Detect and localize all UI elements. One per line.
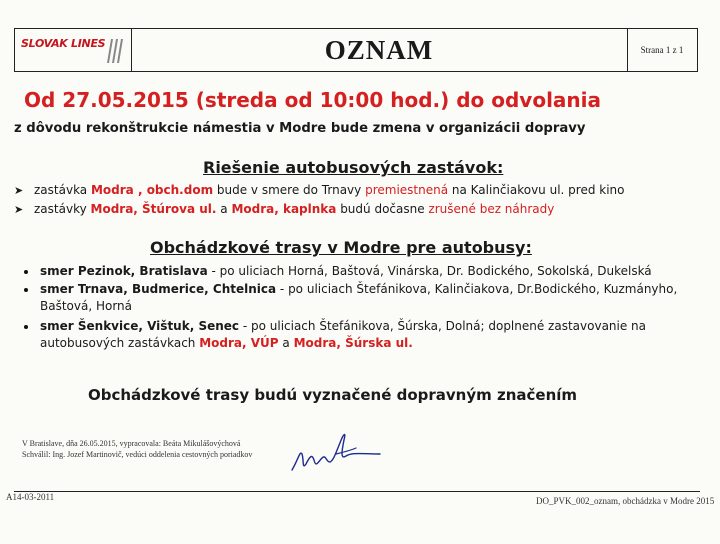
stop-change-item: ➤ zastávka Modra , obch.dom bude v smere do Trnavy premiestnená na Kalinčiakovu ul. pred kino xyxy=(14,183,625,197)
document-code: A14-03-2011 xyxy=(6,492,55,502)
validity-date-line: Od 27.05.2015 (streda od 10:00 hod.) do odvolania xyxy=(24,88,602,112)
footer-divider xyxy=(14,491,700,492)
bullet-icon xyxy=(24,270,28,274)
stop-status: zrušené bez náhrady xyxy=(428,202,555,216)
title-cell xyxy=(131,29,628,71)
route-item: smer Šenkvice, Vištuk, Senec - po uliciach Štefánikova, Šúrska, Dolná; doplnené zastavovanie na autobusových zastávkach Modra, VÚP a Modra, Šúrska ul. xyxy=(40,318,720,352)
logo-cell xyxy=(15,29,132,71)
prepared-by: V Bratislave, dňa 26.05.2015, vypracovala: Beáta Mikulášovýchová xyxy=(22,439,241,448)
route-direction: smer Šenkvice, Vištuk, Senec xyxy=(40,319,240,333)
route-item: smer Pezinok, Bratislava - po uliciach Horná, Baštová, Vinárska, Dr. Bodického, Sokolská, Dukelská xyxy=(40,263,712,280)
bullet-icon xyxy=(24,325,28,329)
stop-status: premiestnená xyxy=(365,183,449,197)
stop-name: Modra, kaplnka xyxy=(231,202,337,216)
stop-name: Modra, Štúrova ul. xyxy=(90,202,217,216)
signature-image xyxy=(286,424,386,488)
routes-section-title: Obchádzkové trasy v Modre pre autobusy: xyxy=(150,238,532,257)
page-number: Strana 1 z 1 xyxy=(640,45,684,55)
approved-by: Schválil: Ing. Jozef Martinovič, vedúci oddelenia cestovných poriadkov xyxy=(22,450,253,459)
stop-name: Modra, Šúrska ul. xyxy=(293,336,413,350)
stop-name: Modra, VÚP xyxy=(199,336,279,350)
company-logo: SLOVAK LINES xyxy=(21,37,106,50)
stops-section-title: Riešenie autobusových zastávok: xyxy=(203,158,504,177)
route-direction: smer Trnava, Budmerice, Chtelnica xyxy=(40,282,277,296)
stop-name: Modra , obch.dom xyxy=(90,183,214,197)
arrow-right-icon: ➤ xyxy=(14,184,24,197)
document-reference: DO_PVK_002_oznam, obchádzka v Modre 2015 xyxy=(536,496,715,506)
reason-line: z dôvodu rekonštrukcie námestia v Modre bude zmena v organizácii dopravy xyxy=(14,121,586,136)
route-direction: smer Pezinok, Bratislava xyxy=(40,264,208,278)
header-box xyxy=(14,28,698,72)
marking-note: Obchádzkové trasy budú vyznačené dopravným značením xyxy=(88,386,578,404)
route-item: smer Trnava, Budmerice, Chtelnica - po uliciach Štefánikova, Kalinčiakova, Dr.Bodického, Kuzmányho, Baštová, Horná xyxy=(40,281,720,315)
page-title: OZNAM xyxy=(324,35,434,65)
footer-note xyxy=(22,438,252,460)
bullet-icon xyxy=(24,288,28,292)
stop-change-item: ➤ zastávky Modra, Štúrova ul. a Modra, kaplnka budú dočasne zrušené bez náhrady xyxy=(14,202,555,216)
arrow-right-icon: ➤ xyxy=(14,203,24,216)
logo-stripes-icon xyxy=(103,35,125,65)
